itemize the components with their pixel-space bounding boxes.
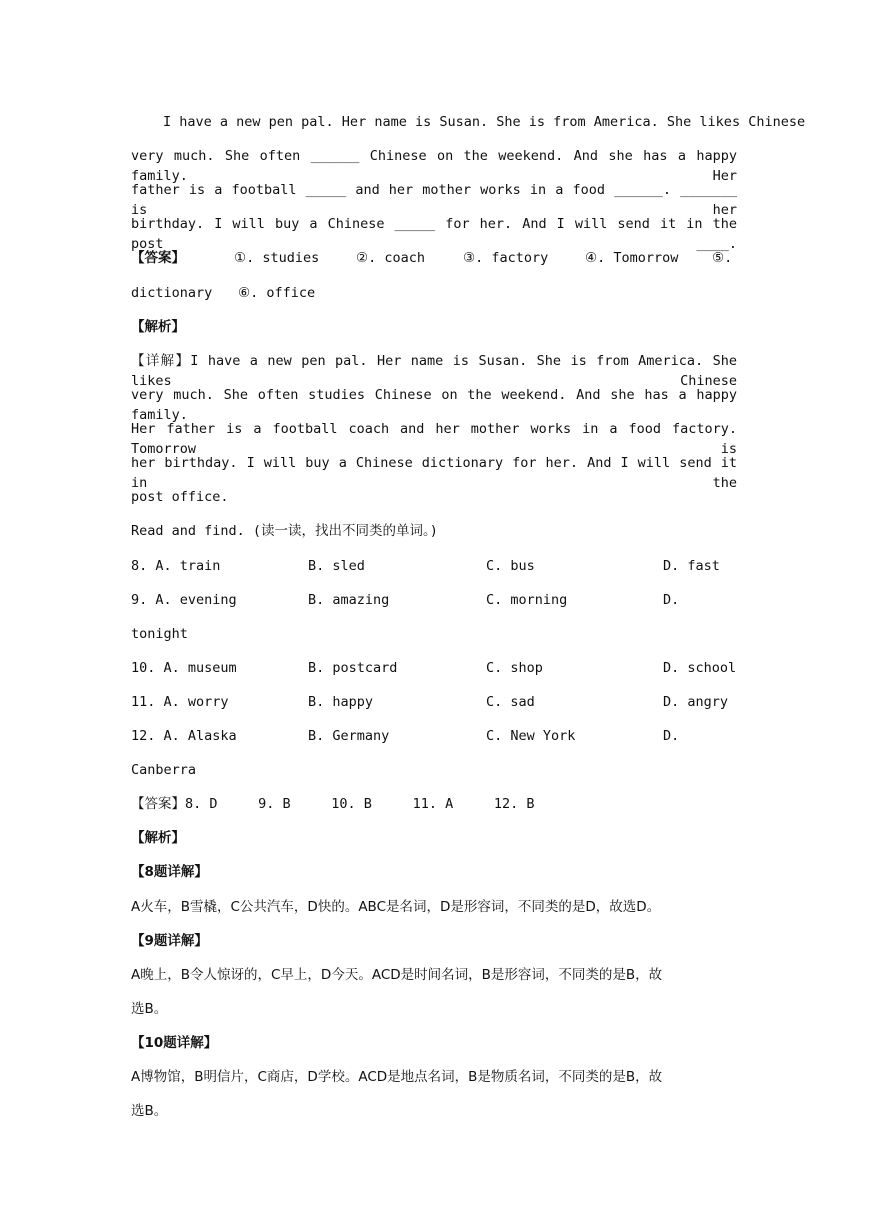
- question-12-option-d: D.: [663, 728, 680, 744]
- detail-line-5: post office.: [131, 489, 229, 505]
- answer-item-5: ⑤.: [712, 250, 733, 266]
- passage-line-4: birthday. I will buy a Chinese _____ for her. And I will send it in the post ____.: [131, 216, 737, 252]
- question-9-option-b: B. amazing: [308, 592, 390, 608]
- question-12: 12. A. Alaska: [131, 728, 237, 744]
- detail-8-heading: 【8题详解】: [131, 864, 208, 880]
- question-12-option-b: B. Germany: [308, 728, 390, 744]
- detail-line-1: 【详解】I have a new pen pal. Her name is Susan. She is from America. She likes Chinese: [131, 353, 737, 389]
- detail-line-3: Her father is a football coach and her mother works in a food factory. Tomorrow is: [131, 421, 737, 457]
- analysis-label: 【解析】: [131, 319, 185, 335]
- detail-10-heading: 【10题详解】: [131, 1035, 218, 1051]
- question-12-option-c: C. New York: [486, 728, 576, 744]
- question-10-option-b: B. postcard: [308, 660, 398, 676]
- question-11-option-d: D. angry: [663, 694, 729, 710]
- answer-item-5-text: dictionary: [131, 285, 213, 301]
- passage-line-1: I have a new pen pal. Her name is Susan. She is from America. She likes Chinese: [163, 114, 806, 130]
- question-9-option-d-text: tonight: [131, 626, 188, 642]
- detail-10-line-2: 选B。: [131, 1103, 168, 1119]
- answer-item-2: ②. coach: [356, 250, 425, 266]
- question-10-option-c: C. shop: [486, 660, 543, 676]
- question-10: 10. A. museum: [131, 660, 237, 676]
- analysis-label-2: 【解析】: [131, 830, 185, 846]
- question-8: 8. A. train: [131, 558, 221, 574]
- detail-9-line-2: 选B。: [131, 1001, 168, 1017]
- answer-label: 【答案】: [131, 250, 185, 266]
- detail-9-line-1: A晚上，B令人惊讶的，C早上，D今天。ACD是时间名词，B是形容词，不同类的是B，故: [131, 967, 663, 983]
- question-10-option-d: D. school: [663, 660, 737, 676]
- detail-line-4: her birthday. I will buy a Chinese dictionary for her. And I will send it in the: [131, 455, 737, 491]
- question-9: 9. A. evening: [131, 592, 237, 608]
- detail-10-line-1: A博物馆，B明信片，C商店，D学校。ACD是地点名词，B是物质名词，不同类的是B，故: [131, 1069, 663, 1085]
- passage-line-2: very much. She often ______ Chinese on the weekend. And she has a happy family. Her: [131, 148, 737, 184]
- section-title: Read and find. (读一读，找出不同类的单词。): [131, 523, 438, 539]
- question-11-option-c: C. sad: [486, 694, 535, 710]
- answer-item-3: ③. factory: [463, 250, 549, 266]
- question-11-option-b: B. happy: [308, 694, 374, 710]
- detail-line-2: very much. She often studies Chinese on the weekend. And she has a happy family.: [131, 387, 737, 423]
- question-8-option-b: B. sled: [308, 558, 365, 574]
- question-8-option-d: D. fast: [663, 558, 720, 574]
- answer-item-4: ④. Tomorrow: [585, 250, 679, 266]
- detail-8-line-1: A火车，B雪橇，C公共汽车，D快的。ABC是名词，D是形容词，不同类的是D，故选D。: [131, 899, 661, 915]
- answer-item-6: ⑥. office: [238, 285, 316, 301]
- question-9-option-d: D.: [663, 592, 680, 608]
- question-8-option-c: C. bus: [486, 558, 535, 574]
- detail-9-heading: 【9题详解】: [131, 933, 208, 949]
- question-11: 11. A. worry: [131, 694, 229, 710]
- answer-item-1: ①. studies: [234, 250, 320, 266]
- passage-line-3: father is a football _____ and her mother works in a food ______. _______ is her: [131, 182, 737, 218]
- answer-key: 【答案】8. D 9. B 10. B 11. A 12. B: [131, 796, 535, 812]
- question-9-option-c: C. morning: [486, 592, 568, 608]
- question-12-option-d-text: Canberra: [131, 762, 197, 778]
